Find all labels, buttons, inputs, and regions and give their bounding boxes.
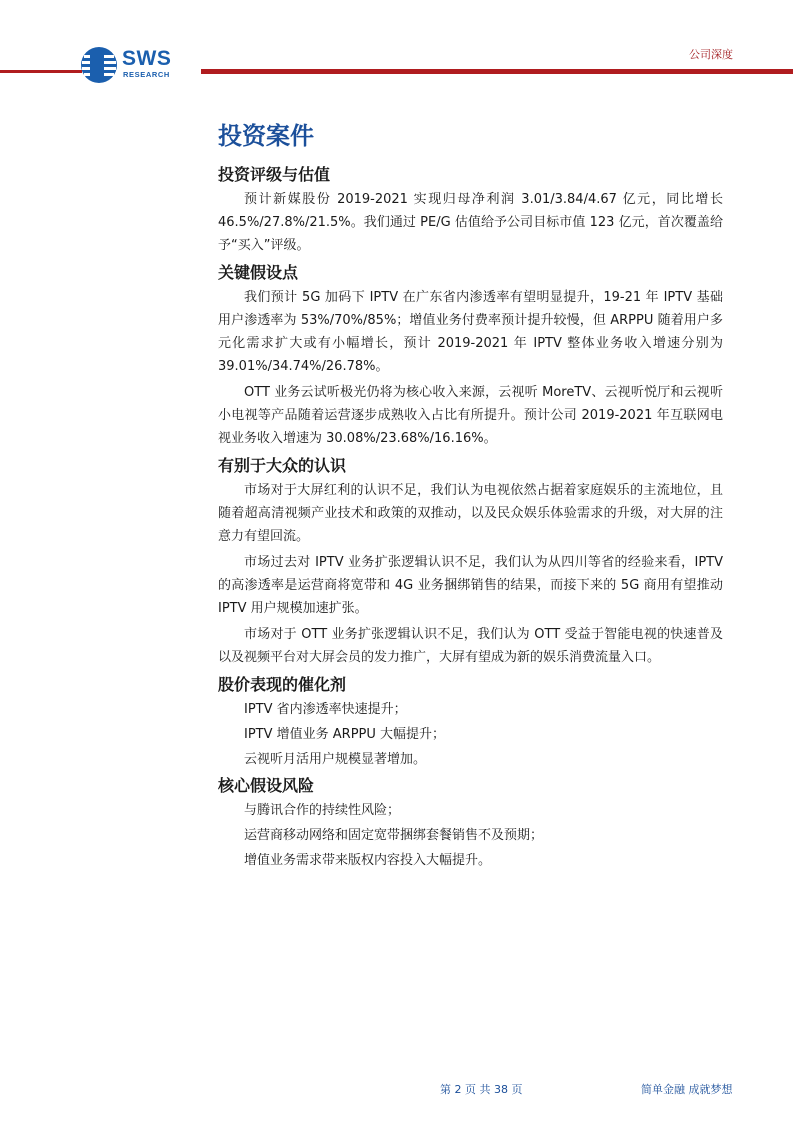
list-item: IPTV 省内渗透率快速提升； — [244, 702, 407, 717]
report-content — [218, 118, 723, 874]
list-item: 云视听月活用户规模显著增加。 — [244, 752, 427, 767]
logo-brand-subtext: RESEARCH — [123, 70, 170, 79]
list-item: IPTV 增值业务 ARPPU 大幅提升； — [244, 727, 446, 742]
paragraph: 市场过去对 IPTV 业务扩张逻辑认识不足，我们认为从四川等省的经验来看，IPTV 的高渗透率是运营商将宽带和 4G 业务捆绑销售的结果，而接下来的 5G 商用有望推动 IPTV 用户规模加速扩张。 — [218, 555, 723, 616]
report-type: 公司深度 — [689, 48, 733, 61]
paragraph: 我们预计 5G 加码下 IPTV 在广东省内渗透率有望明显提升，19-21 年 IPTV 基础用户渗透率为 53%/70%/85%；增值业务付费率预计提升较慢，但 ARPPU 随着用户多元化需求扩大或有小幅增长，预计 2019-2021 年 IPTV 整体业务收入增速分别为 39.01%/34.74%/26.78%。 — [218, 290, 723, 374]
paragraph: 预计新媒股份 2019-2021 实现归母净利润 3.01/3.84/4.67 亿元，同比增长 46.5%/27.8%/21.5%。我们通过 PE/G 估值给予公司目标市值 123 亿元，首次覆盖给予“买入”评级。 — [218, 192, 723, 253]
header-rule-left — [0, 70, 82, 73]
section-heading-rating: 投资评级与估值 — [218, 165, 331, 184]
section-heading-differentiated-view: 有别于大众的认识 — [218, 456, 347, 475]
list-item: 与腾讯合作的持续性风险； — [244, 803, 401, 818]
paragraph: OTT 业务云试听极光仍将为核心收入来源，云视听 MoreTV、云视听悦厅和云视听小电视等产品随着运营逐步成熟收入占比有所提升。预计公司 2019-2021 年互联网电视业务收入增速为 30.08%/23.68%/16.16%。 — [218, 385, 723, 446]
list-item: 增值业务需求带来版权内容投入大幅提升。 — [244, 853, 492, 868]
page-title: 投资案件 — [218, 122, 314, 150]
list-item: 运营商移动网络和固定宽带捆绑套餐销售不及预期； — [244, 828, 544, 843]
page-number: 第 2 页 共 38 页 — [440, 1083, 523, 1096]
section-heading-risks: 核心假设风险 — [218, 776, 315, 795]
section-heading-catalysts: 股价表现的催化剂 — [218, 675, 347, 694]
sws-logo — [80, 46, 190, 86]
logo-brand-text: SWS — [122, 47, 172, 70]
paragraph: 市场对于 OTT 业务扩张逻辑认识不足，我们认为 OTT 受益于智能电视的快速普及以及视频平台对大屏会员的发力推广，大屏有望成为新的娱乐消费流量入口。 — [218, 627, 723, 665]
paragraph: 市场对于大屏红利的认识不足，我们认为电视依然占据着家庭娱乐的主流地位，且随着超高清视频产业技术和政策的双推动，以及民众娱乐体验需求的升级，对大屏的注意力有望回流。 — [218, 483, 723, 544]
section-heading-assumptions: 关键假设点 — [218, 263, 299, 282]
footer-slogan: 简单金融 成就梦想 — [641, 1083, 733, 1096]
header-rule-right — [201, 69, 793, 74]
sws-logo-icon — [80, 46, 118, 84]
